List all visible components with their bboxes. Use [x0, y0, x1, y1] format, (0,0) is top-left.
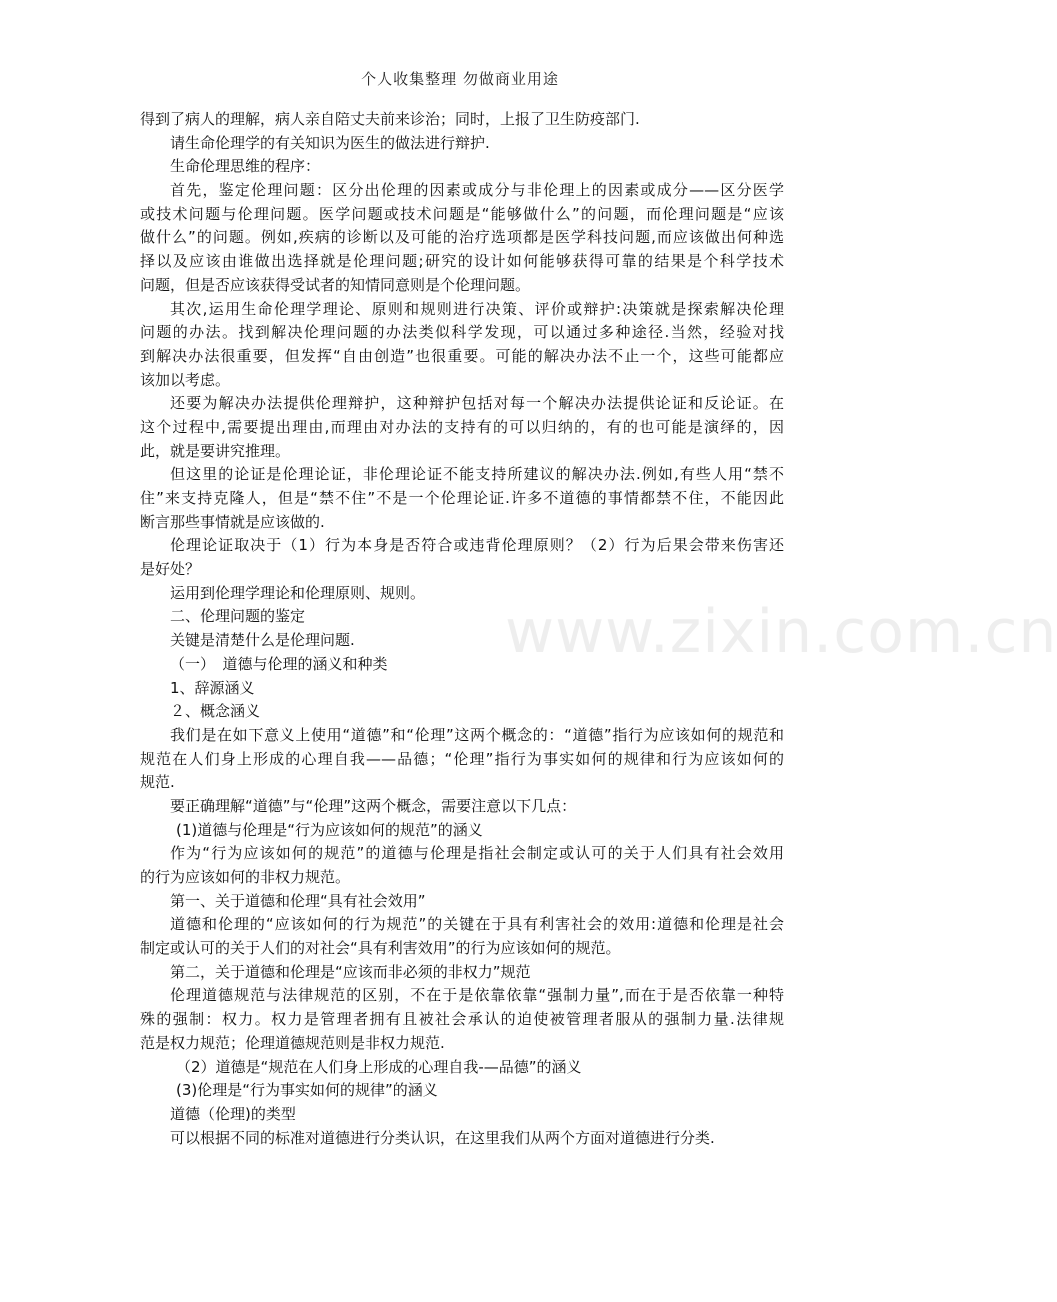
list-item: (1)道德与伦理是“行为应该如何的规范”的涵义 [176, 820, 483, 839]
text-line: 是好处？ [140, 560, 201, 579]
text-line: 住”来支持克隆人，但是“禁不住”不是一个伦理论证.许多不道德的事情都禁不住，不能因此 [140, 489, 784, 507]
text-line: 规范. [140, 773, 175, 792]
text-line: 可以根据不同的标准对道德进行分类认识，在这里我们从两个方面对道德进行分类. [170, 1128, 715, 1147]
text-line: 道德（伦理)的类型 [170, 1104, 296, 1123]
text-line: 或技术问题与伦理问题。医学问题或技术问题是“能够做什么”的问题，而伦理问题是“应该 [140, 204, 784, 223]
text-line: 制定或认可的关于人们的对社会“具有利害效用”的行为应该如何的规范。 [140, 939, 621, 958]
text-line: 这个过程中,需要提出理由,而理由对办法的支持有的可以归纳的，有的也可能是演绎的，因 [140, 417, 784, 436]
text-line: 的行为应该如何的非权力规范。 [140, 868, 351, 886]
subsection-heading: （一） 道德与伦理的涵义和种类 [170, 654, 388, 673]
text-line: 第二，关于道德和伦理是“应该而非必须的非权力”规范 [170, 962, 531, 981]
text-line: 生命伦理思维的程序： [170, 157, 321, 176]
text-line: 做什么”的问题。例如,疾病的诊断以及可能的治疗选项都是医学科技问题,而应该做出何种选 [140, 228, 784, 247]
text-line: 规范在人们身上形成的心理自我——品德；“伦理”指行为事实如何的规律和行为应该如何的 [140, 749, 784, 768]
text-line: 请生命伦理学的有关知识为医生的做法进行辩护. [170, 133, 490, 152]
text-line: 伦理论证取决于（1）行为本身是否符合或违背伦理原则？（2）行为后果会带来伤害还 [170, 536, 784, 555]
text-line: 断言那些事情就是应该做的. [140, 512, 325, 531]
list-item: ２、概念涵义 [170, 702, 261, 721]
text-line: 第一、关于道德和伦理“具有社会效用” [170, 891, 426, 910]
list-item: （2）道德是“规范在人们身上形成的心理自我-—品德”的涵义 [176, 1057, 582, 1076]
text-line: 问题，但是否应该获得受试者的知情同意则是个伦理问题。 [140, 275, 531, 294]
text-line: 首先，鉴定伦理问题：区分出伦理的因素或成分与非伦理上的因素或成分——区分医学 [170, 181, 784, 200]
text-line: 要正确理解“道德”与“伦理”这两个概念，需要注意以下几点： [170, 796, 577, 815]
watermark: www.zixin.com.cn [505, 597, 1057, 667]
text-line: 问题的办法。找到解决伦理问题的办法类似科学发现，可以通过多种途径.当然，经验对找 [140, 323, 784, 342]
text-line: 择以及应该由谁做出选择就是伦理问题;研究的设计如何能够获得可靠的结果是个科学技术 [140, 252, 784, 271]
document-body [140, 108, 784, 1150]
text-line: 道德和伦理的“应该如何的行为规范”的关键在于具有利害社会的效用:道德和伦理是社会 [170, 915, 784, 934]
text-line: 其次,运用生命伦理学理论、原则和规则进行决策、评价或辩护:决策就是探索解决伦理 [170, 299, 784, 318]
text-line: 殊的强制：权力。权力是管理者拥有且被社会承认的迫使被管理者服从的强制力量.法律规 [140, 1010, 784, 1029]
text-line: 到解决办法很重要，但发挥“自由创造”也很重要。可能的解决办法不止一个，这些可能都应 [140, 346, 784, 365]
section-heading: 二、伦理问题的鉴定 [170, 607, 306, 626]
list-item: 1、辞源涵义 [170, 678, 255, 697]
text-line: 得到了病人的理解，病人亲自陪丈夫前来诊治；同时，上报了卫生防疫部门. [140, 110, 640, 128]
text-line: 我们是在如下意义上使用“道德”和“伦理”这两个概念的：“道德”指行为应该如何的规范和 [170, 725, 784, 744]
text-line: 此，就是要讲究推理。 [140, 441, 291, 460]
text-line: 运用到伦理学理论和伦理原则、规则。 [170, 583, 426, 602]
text-line: 但这里的论证是伦理论证，非伦理论证不能支持所建议的解决办法.例如,有些人用“禁不 [170, 465, 784, 484]
text-line: 作为“行为应该如何的规范”的道德与伦理是指社会制定或认可的关于人们具有社会效用 [170, 844, 784, 863]
text-line: 该加以考虑。 [140, 370, 231, 389]
page-header: 个人收集整理 勿做商业用途 [361, 70, 559, 88]
text-line: 范是权力规范；伦理道德规范则是非权力规范. [140, 1033, 445, 1052]
list-item: (3)伦理是“行为事实如何的规律”的涵义 [176, 1081, 438, 1100]
text-line: 伦理道德规范与法律规范的区别，不在于是依靠依靠“强制力量”,而在于是否依靠一种特 [170, 986, 784, 1005]
text-line: 还要为解决办法提供伦理辩护，这种辩护包括对每一个解决办法提供论证和反论证。在 [170, 394, 784, 413]
text-line: 关键是清楚什么是伦理问题. [170, 631, 355, 650]
